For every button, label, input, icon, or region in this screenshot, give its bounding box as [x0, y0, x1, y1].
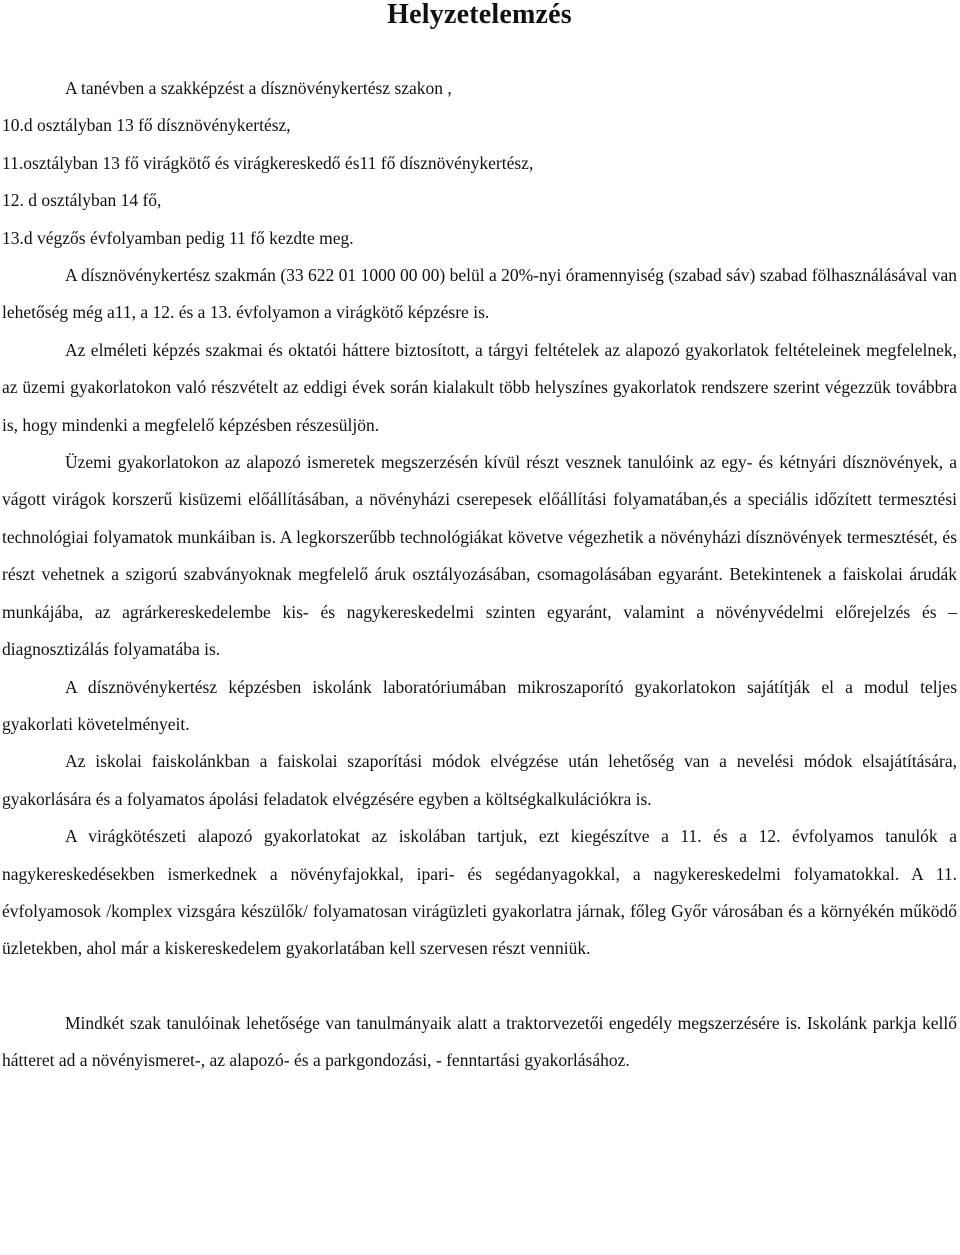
paragraph-text: A dísznövénykertész szakmán (33 622 01 1000 00 00) belül a 20%-nyi óramennyiség (szabad sáv) szabad fölhasználásával van lehetőség még a11, a 12. és a 13. évfolyamon a virágkötő képzésre is.	[2, 265, 957, 323]
intro-line: A tanévben a szakképzést a dísznövénykertész szakon ,	[65, 78, 452, 98]
paragraph-text: Üzemi gyakorlatokon az alapozó ismeretek megszerzésén kívül részt vesznek tanulóink az egy- és kétnyári dísznövények, a vágott virágok korszerű kisüzemi előállításában, a növényházi cserepesek előállítási folyamatában,és a speciális időzített termesztési technológiai folyamatok munkáiban is. A legkorszerűbb technológiákat követve végezhetik a növényházi dísznövények termesztését, és részt vehetnek a szigorú szabványoknak megfelelő áruk osztályozásában, csomagolásában egyaránt. Betekintenek a faiskolai árudák munkájába, az agrárkereskedelembe kis- és nagykereskedelmi szinten egyaránt, valamint a növényvédelmi előrejelzés és – diagnosztizálás folyamatába is.	[2, 452, 957, 660]
intro-line: 13.d végzős évfolyamban pedig 11 fő kezdte meg.	[2, 227, 354, 248]
page-title: Helyzetelemzés	[387, 0, 572, 30]
paragraph	[2, 669, 957, 744]
intro-list	[2, 70, 957, 257]
intro-line: 11.osztályban 13 fő virágkötő és virágkereskedő és11 fő dísznövénykertész,	[2, 152, 534, 173]
paragraph	[2, 1005, 957, 1080]
intro-line: 12. d osztályban 14 fő,	[2, 190, 162, 211]
paragraph	[2, 818, 957, 968]
blank-line	[2, 968, 957, 1005]
paragraph	[2, 743, 957, 818]
paragraph-text: A virágkötészeti alapozó gyakorlatokat az iskolában tartjuk, ezt kiegészítve a 11. és a 12. évfolyamos tanulók a nagykereskedésekben ismerkednek a növényfajokkal, ipari- és segédanyagokkal, a nagykereskedelmi folyamatokkal. A 11. évfolyamosok /komplex vizsgára készülők/ folyamatosan virágüzleti gyakorlatra járnak, főleg Győr városában és a környékén működő üzletekben, ahol már a kiskereskedelem gyakorlatában kell szervesen részt venniük.	[2, 826, 957, 959]
intro-line: 10.d osztályban 13 fő dísznövénykertész,	[2, 115, 291, 136]
paragraph	[2, 444, 957, 668]
paragraph-text: Az iskolai faiskolánkban a faiskolai szaporítási módok elvégzése után lehetőség van a nevelési módok elsajátítására, gyakorlására és a folyamatos ápolási feladatok elvégzésére egyben a költségkalkulációkra is.	[2, 751, 957, 809]
paragraph-text: A dísznövénykertész képzésben iskolánk laboratóriumában mikroszaporító gyakorlatokon sajátítják el a modul teljes gyakorlati követelményeit.	[2, 676, 957, 734]
paragraph-text: Mindkét szak tanulóinak lehetősége van tanulmányaik alatt a traktorvezetői engedély megszerzésére is. Iskolánk parkja kellő hátteret ad a növényismeret-, az alapozó- és a parkgondozási, - fenntartási gyakorlásához.	[2, 1012, 957, 1071]
paragraph-text: Az elméleti képzés szakmai és oktatói háttere biztosított, a tárgyi feltételek az alapozó gyakorlatok feltételeinek megfelelnek, az üzemi gyakorlatokon való részvételt az eddigi évek során kialakult több helyszínes gyakorlatok rendszere szerint végezzük továbbra is, hogy mindenki a megfelelő képzésben részesüljön.	[2, 339, 957, 435]
paragraph	[2, 257, 957, 332]
paragraph	[2, 332, 957, 444]
